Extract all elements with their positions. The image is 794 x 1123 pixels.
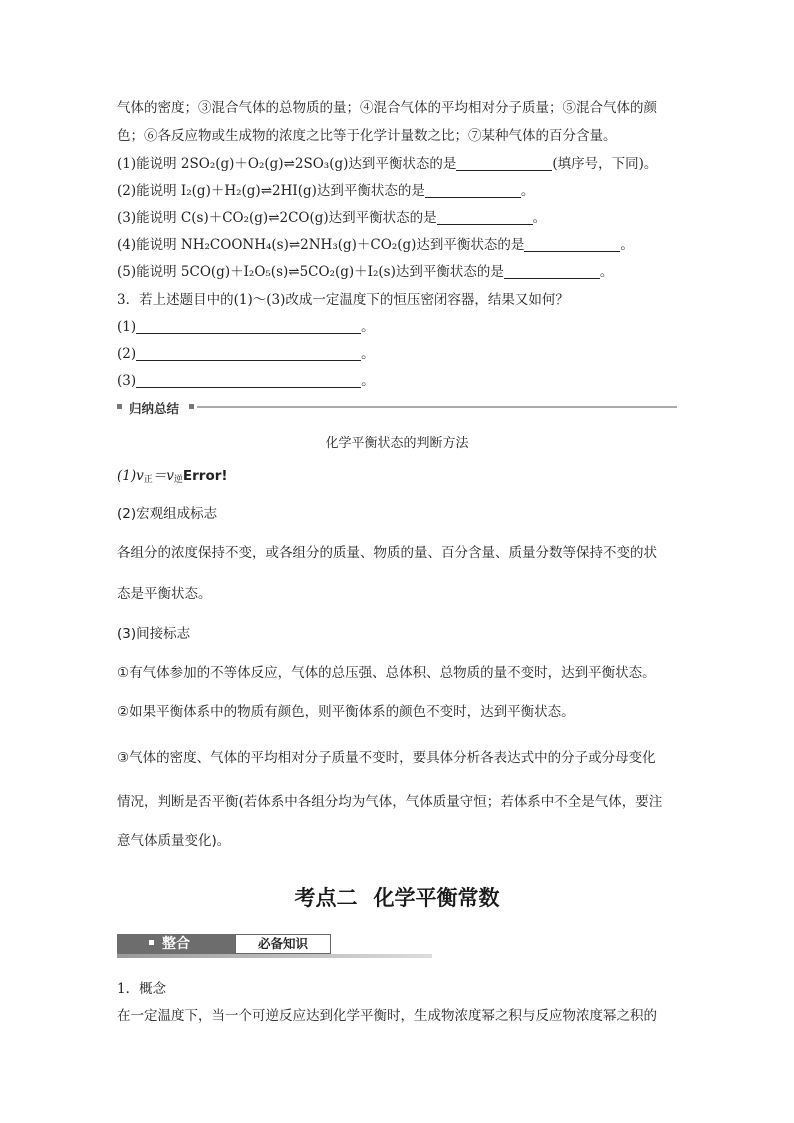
answer-label: (3) — [117, 373, 137, 389]
question-equation: I₂(g)＋H₂(g)⇌2HI(g) — [180, 183, 317, 199]
answer-tail: 。 — [361, 373, 375, 389]
concept-heading: 1．概念 — [117, 981, 167, 997]
answer-blank[interactable] — [456, 156, 552, 171]
zhenghe-dark-tab — [117, 934, 235, 954]
summary-item-2-line-1: 各组分的浓度保持不变，或各组分的质量、物质的量、百分含量、质量分数等保持不变的状 — [117, 545, 657, 561]
question-4 — [117, 233, 634, 253]
zhenghe-label: 整合 — [162, 936, 190, 952]
concept-line-1: 在一定温度下，当一个可逆反应达到化学平衡时，生成物浓度幂之积与反应物浓度幂之积的 — [117, 1008, 657, 1024]
zhenghe-bar — [117, 934, 432, 958]
answer-blank[interactable] — [504, 264, 600, 279]
summary-item-3-c-2: 情况，判断是否平衡(若体系中各组分均为气体，气体质量守恒；若体系中不全是气体，要注 — [117, 794, 663, 810]
summary-rule — [197, 406, 677, 408]
question-equation: 2SO₂(g)＋O₂(g)⇌2SO₃(g) — [180, 156, 349, 172]
question-prefix: (3)能说明 — [117, 210, 181, 226]
answer-blank[interactable] — [136, 373, 361, 388]
question-tail: 。 — [620, 237, 634, 253]
question-2 — [117, 179, 534, 199]
intro-line-2: 色；⑥各反应物或生成物的浓度之比等于化学计量数之比；⑦某种气体的百分含量。 — [117, 128, 617, 144]
zhenghe-gradient — [117, 954, 432, 958]
question-tail: 。 — [520, 183, 535, 199]
question-suffix: 达到平衡状态的是 — [348, 156, 457, 172]
summary-item-1 — [117, 464, 228, 484]
q3-answer-3 — [117, 369, 375, 389]
q3-answer-2 — [117, 342, 375, 362]
question-3-text: 3．若上述题目中的(1)～(3)改成一定温度下的恒压密闭容器，结果又如何？ — [117, 292, 569, 308]
question-prefix: (2)能说明 — [117, 183, 181, 199]
question-suffix: 达到平衡状态的是 — [416, 237, 525, 253]
answer-label: (1) — [117, 319, 137, 335]
summary-item-3-a: ①有气体参加的不等体反应，气体的总压强、总体积、总物质的量不变时，达到平衡状态。 — [117, 665, 656, 681]
summary-square-icon — [117, 404, 122, 409]
item1-sub-forward: 正 — [143, 475, 153, 485]
question-tail: 。 — [532, 210, 547, 226]
summary-item-3-c-1: ③气体的密度、气体的平均相对分子质量不变时，要具体分析各表达式中的分子或分母变化 — [117, 750, 656, 766]
answer-blank[interactable] — [425, 183, 521, 198]
answer-blank[interactable] — [136, 346, 361, 361]
question-1 — [117, 152, 657, 172]
section-name: 化学平衡常数 — [373, 886, 500, 910]
question-equation: 5CO(g)＋I₂O₅(s)⇌5CO₂(g)＋I₂(s) — [180, 264, 396, 280]
summary-label: 归纳总结 — [129, 401, 180, 416]
answer-tail: 。 — [361, 319, 375, 335]
summary-title: 化学平衡状态的判断方法 — [325, 436, 469, 451]
question-equation: NH₂COONH₄(s)⇌2NH₃(g)＋CO₂(g) — [180, 237, 417, 253]
question-tail: (填序号，下同)。 — [552, 156, 658, 172]
item1-error: Error! — [182, 468, 228, 484]
intro-line-1: 气体的密度；③混合气体的总物质的量；④混合气体的平均相对分子质量；⑤混合气体的颜 — [117, 100, 657, 116]
question-5 — [117, 260, 613, 280]
summary-item-3-title: (3)间接标志 — [117, 626, 191, 642]
question-suffix: 达到平衡状态的是 — [316, 183, 425, 199]
square-icon — [149, 940, 154, 945]
section-title — [0, 882, 794, 912]
summary-item-2-line-2: 态是平衡状态。 — [117, 586, 212, 602]
item1-sub-reverse: 逆 — [173, 475, 183, 485]
answer-blank[interactable] — [136, 319, 361, 334]
question-prefix: (1)能说明 — [117, 156, 181, 172]
item1-prefix: (1)v — [117, 468, 144, 484]
answer-blank[interactable] — [437, 210, 533, 225]
question-tail: 。 — [599, 264, 614, 280]
summary-item-3-b: ②如果平衡体系中的物质有颜色，则平衡体系的颜色不变时，达到平衡状态。 — [117, 704, 575, 720]
q3-answer-1 — [117, 315, 375, 335]
question-prefix: (4)能说明 — [117, 237, 181, 253]
zhenghe-light-tab: 必备知识 — [235, 934, 331, 954]
question-suffix: 达到平衡状态的是 — [395, 264, 504, 280]
summary-square-icon — [189, 404, 194, 409]
summary-bar — [117, 400, 677, 414]
question-prefix: (5)能说明 — [117, 264, 181, 280]
question-suffix: 达到平衡状态的是 — [328, 210, 437, 226]
summary-item-3-c-3: 意气体质量变化)。 — [117, 833, 231, 849]
section-number: 考点二 — [294, 886, 358, 910]
question-equation: C(s)＋CO₂(g)⇌2CO(g) — [180, 210, 329, 226]
answer-blank[interactable] — [524, 237, 620, 252]
answer-tail: 。 — [361, 346, 375, 362]
answer-label: (2) — [117, 346, 137, 362]
summary-item-2-title: (2)宏观组成标志 — [117, 506, 218, 522]
question-3 — [117, 206, 546, 226]
item1-mid: ＝v — [152, 468, 174, 484]
